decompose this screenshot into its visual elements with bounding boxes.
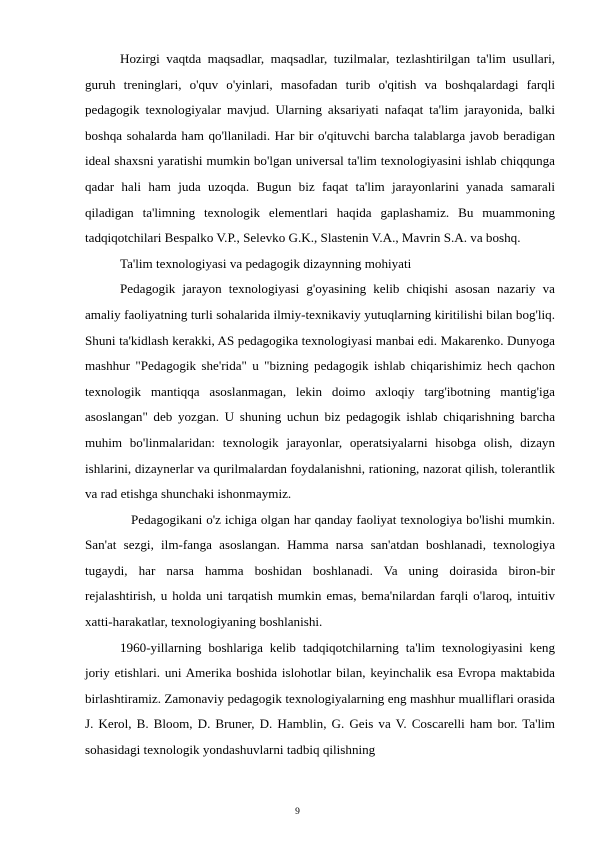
page-number: 9 bbox=[295, 807, 300, 817]
page-body bbox=[85, 46, 555, 763]
paragraph-pedagogy: Pedagogikani o'z ichiga olgan har qanday faoliyat texnologiya bo'lishi mumkin. San'at sezgi, ilm-fanga asoslangan. Hamma narsa san'atdan boshlanadi, texnologiya tugaydi, har narsa hamma boshidan boshlanadi. Va uning doirasida biron-bir rejalashtirish, u holda uni tarqatish mumkin emas, bema'nilardan farqli o'laroq, intuitiv xatti-harakatlar, texnologiyaning boshlanishi. bbox=[85, 511, 555, 630]
paragraph-origin: Pedagogik jarayon texnologiyasi g'oyasining kelib chiqishi asosan nazariy va amaliy faoliyatning turli sohalarida ilmiy-texnikaviy yutuqlarning kiritilishi bilan bog'liq. Shuni ta'kidlash kerakki, AS pedagogika texnologiyasi manbai edi. Makarenko. Dunyoga mashhur "Pedagogik she'rida" u "bizning pedagogik ishlab chiqarishimiz hech qachon texnologik mantiqqa asoslanmagan, lekin doimo axloqiy targ'ibotning mantig'iga asoslangan" deb yozgan. U shuning uchun biz pedagogik ishlab chiqarishning barcha muhim bo'linmalaridan: texnologik jarayonlar, operatsiyalarni hisobga olish, dizayn ishlarini, dizaynerlar va qurilmalardan foydalanishni, rationing, nazorat qilish, tolerantlik va rad etishga shunchaki ishonmaymiz. bbox=[85, 281, 555, 502]
section-heading: Ta'lim texnologiyasi va pedagogik dizaynning mohiyati bbox=[120, 255, 412, 271]
paragraph-history: 1960-yillarning boshlariga kelib tadqiqotchilarning ta'lim texnologiyasini keng joriy etishlari. uni Amerika boshida islohotlar bilan, keyinchalik esa Evropa maktabida birlashtiramiz. Zamonaviy pedagogik texnologiyalarning eng mashhur mualliflari orasida J. Kerol, B. Bloom, D. Bruner, D. Hamblin, G. Geis va V. Coscarelli ham bor. Ta'lim sohasidagi texnologik yondashuvlarni tadbiq qilishning bbox=[85, 639, 555, 758]
paragraph-intro: Hozirgi vaqtda maqsadlar, maqsadlar, tuzilmalar, tezlashtirilgan ta'lim usullari, guruh treninglari, o'quv o'yinlari, masofadan turib o'qitish va boshqalardagi farqli pedagogik texnologiyalar mavjud. Ularning aksariyati nafaqat ta'lim jarayonida, balki boshqa sohalarda ham qo'llaniladi. Har bir o'qituvchi barcha talablarga javob beradigan ideal shaxsni yaratishi mumkin bo'lgan universal ta'lim texnologiyasini ishlab chiqqunga qadar hali ham juda uzoqda. Bugun biz faqat ta'lim jarayonlarini yanada samarali qiladigan ta'limning texnologik elementlari haqida gaplashamiz. Bu muammoning tadqiqotchilari Bespalko V.P., Selevko G.K., Slastenin V.A., Mavrin S.A. va boshq. bbox=[85, 51, 555, 246]
